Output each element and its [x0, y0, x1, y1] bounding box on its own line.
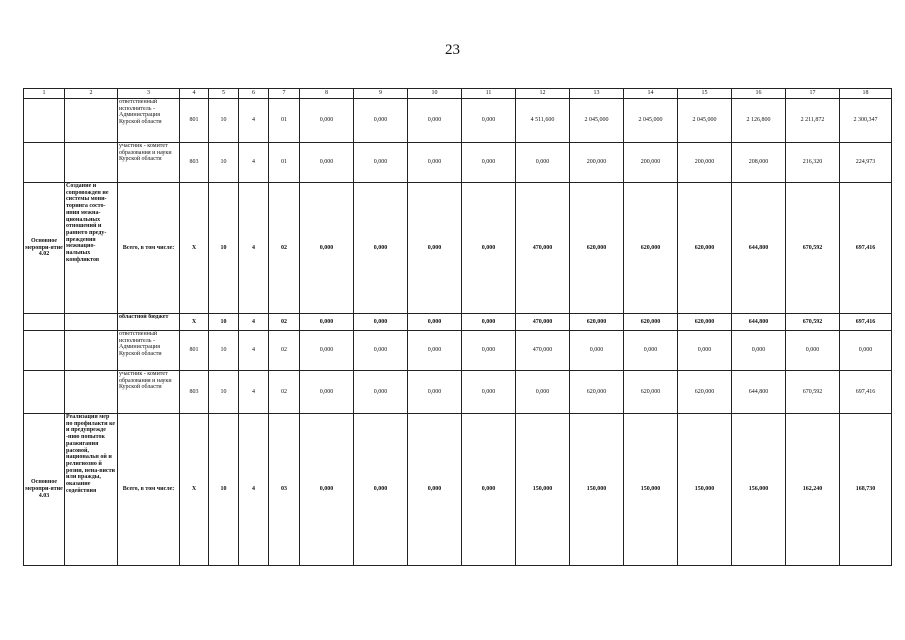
budget-code-cell: 4: [239, 414, 269, 566]
amount-cell: 0,000: [570, 331, 624, 371]
budget-code-cell: 10: [209, 414, 239, 566]
amount-cell: 620,000: [678, 183, 732, 314]
table-row: [24, 183, 892, 314]
budget-code-cell: 4: [239, 99, 269, 143]
amount-cell: 0,000: [354, 99, 408, 143]
amount-cell: 0,000: [408, 99, 462, 143]
amount-cell: 620,000: [678, 371, 732, 414]
amount-cell: 470,000: [516, 314, 570, 331]
table-row: [24, 414, 892, 566]
amount-cell: 0,000: [462, 143, 516, 183]
amount-cell: 0,000: [300, 143, 354, 183]
amount-cell: 0,000: [462, 331, 516, 371]
budget-code-cell: X: [180, 314, 209, 331]
budget-code-cell: 10: [209, 371, 239, 414]
table-row: [24, 314, 892, 331]
amount-cell: 216,320: [786, 143, 840, 183]
amount-cell: 0,000: [408, 414, 462, 566]
column-number-header: 8: [300, 89, 354, 99]
amount-cell: 0,000: [462, 414, 516, 566]
amount-cell: 2 211,872: [786, 99, 840, 143]
amount-cell: 0,000: [408, 331, 462, 371]
budget-code-cell: 4: [239, 143, 269, 183]
budget-code-cell: 803: [180, 371, 209, 414]
budget-code-cell: 02: [269, 371, 300, 414]
amount-cell: 644,800: [732, 314, 786, 331]
page-number: 23: [445, 42, 460, 58]
budget-code-cell: 03: [269, 414, 300, 566]
amount-cell: 0,000: [786, 331, 840, 371]
column-number-header: 12: [516, 89, 570, 99]
funding-source-cell: участник - комитет образования и науки Курской области: [118, 143, 180, 183]
amount-cell: 0,000: [678, 331, 732, 371]
column-number-header: 10: [408, 89, 462, 99]
activity-name-cell: Реализация мер по профилакти ке и предупрежде -нию попыток разжигания расовой, национальн ой и религиозно й розни, нена-висти или вражды, оказание содействия: [65, 414, 118, 566]
column-number-header: 7: [269, 89, 300, 99]
amount-cell: 2 045,000: [570, 99, 624, 143]
amount-cell: 150,000: [624, 414, 678, 566]
funding-source-cell: Всего, в том числе:: [118, 183, 180, 314]
amount-cell: 0,000: [732, 331, 786, 371]
amount-cell: 670,592: [786, 183, 840, 314]
amount-cell: 620,000: [570, 183, 624, 314]
amount-cell: 156,000: [732, 414, 786, 566]
budget-code-cell: 10: [209, 183, 239, 314]
column-number-row: [24, 89, 892, 99]
column-number-header: 2: [65, 89, 118, 99]
amount-cell: 0,000: [462, 314, 516, 331]
table-row: [24, 371, 892, 414]
activity-name-cell: [65, 314, 118, 331]
amount-cell: 620,000: [570, 314, 624, 331]
activity-code-cell: Основное меропри-ятие 4.03: [24, 414, 65, 566]
column-number-header: 17: [786, 89, 840, 99]
amount-cell: 0,000: [300, 183, 354, 314]
amount-cell: 200,000: [678, 143, 732, 183]
amount-cell: 0,000: [300, 331, 354, 371]
table-row: [24, 331, 892, 371]
amount-cell: 470,000: [516, 331, 570, 371]
activity-name-cell: [65, 371, 118, 414]
table-row: [24, 143, 892, 183]
funding-source-cell: областной бюджет: [118, 314, 180, 331]
funding-source-cell: ответственный исполнитель - Администрация Курской области: [118, 99, 180, 143]
budget-code-cell: 02: [269, 183, 300, 314]
budget-code-cell: 10: [209, 99, 239, 143]
amount-cell: 0,000: [462, 99, 516, 143]
budget-code-cell: X: [180, 183, 209, 314]
amount-cell: 620,000: [678, 314, 732, 331]
amount-cell: 0,000: [300, 314, 354, 331]
amount-cell: 200,000: [624, 143, 678, 183]
amount-cell: 0,000: [840, 331, 892, 371]
budget-code-cell: X: [180, 414, 209, 566]
activity-name-cell: Создание и сопровожден ие системы мони-торинга состо-яния межна-циональных отношений и раннего преду-преждения межнацио-нальных конфликтов: [65, 183, 118, 314]
budget-code-cell: 4: [239, 371, 269, 414]
amount-cell: 0,000: [354, 371, 408, 414]
amount-cell: 0,000: [516, 143, 570, 183]
column-number-header: 15: [678, 89, 732, 99]
amount-cell: 697,416: [840, 183, 892, 314]
activity-code-cell: [24, 371, 65, 414]
amount-cell: 0,000: [354, 414, 408, 566]
activity-name-cell: [65, 143, 118, 183]
activity-code-cell: [24, 331, 65, 371]
amount-cell: 670,592: [786, 314, 840, 331]
amount-cell: 2 045,000: [624, 99, 678, 143]
amount-cell: 150,000: [516, 414, 570, 566]
amount-cell: 620,000: [570, 371, 624, 414]
budget-code-cell: 10: [209, 314, 239, 331]
amount-cell: 168,730: [840, 414, 892, 566]
funding-source-cell: участник - комитет образования и науки Курской области: [118, 371, 180, 414]
budget-code-cell: 10: [209, 331, 239, 371]
amount-cell: 697,416: [840, 314, 892, 331]
column-number-header: 9: [354, 89, 408, 99]
amount-cell: 162,240: [786, 414, 840, 566]
budget-code-cell: 4: [239, 183, 269, 314]
amount-cell: 2 300,347: [840, 99, 892, 143]
column-number-header: 13: [570, 89, 624, 99]
amount-cell: 0,000: [516, 371, 570, 414]
budget-code-cell: 01: [269, 99, 300, 143]
column-number-header: 18: [840, 89, 892, 99]
amount-cell: 224,973: [840, 143, 892, 183]
activity-name-cell: [65, 99, 118, 143]
budget-code-cell: 10: [209, 143, 239, 183]
budget-code-cell: 4: [239, 314, 269, 331]
column-number-header: 1: [24, 89, 65, 99]
budget-code-cell: 801: [180, 99, 209, 143]
amount-cell: 0,000: [408, 183, 462, 314]
amount-cell: 0,000: [354, 314, 408, 331]
budget-code-cell: 02: [269, 314, 300, 331]
amount-cell: 2 045,000: [678, 99, 732, 143]
budget-table: [23, 88, 892, 566]
budget-code-cell: 4: [239, 331, 269, 371]
table-row: [24, 99, 892, 143]
column-number-header: 5: [209, 89, 239, 99]
amount-cell: 670,592: [786, 371, 840, 414]
column-number-header: 4: [180, 89, 209, 99]
amount-cell: 2 126,800: [732, 99, 786, 143]
column-number-header: 14: [624, 89, 678, 99]
amount-cell: 150,000: [570, 414, 624, 566]
amount-cell: 0,000: [462, 183, 516, 314]
amount-cell: 644,800: [732, 183, 786, 314]
amount-cell: 620,000: [624, 183, 678, 314]
amount-cell: 0,000: [354, 331, 408, 371]
funding-source-cell: Всего, в том числе:: [118, 414, 180, 566]
activity-code-cell: Основное меропри-ятие 4.02: [24, 183, 65, 314]
budget-code-cell: 01: [269, 143, 300, 183]
column-number-header: 16: [732, 89, 786, 99]
amount-cell: 620,000: [624, 371, 678, 414]
amount-cell: 150,000: [678, 414, 732, 566]
amount-cell: 0,000: [462, 371, 516, 414]
amount-cell: 0,000: [300, 99, 354, 143]
activity-code-cell: [24, 314, 65, 331]
activity-code-cell: [24, 143, 65, 183]
funding-source-cell: ответственный исполнитель - Администрация Курской области: [118, 331, 180, 371]
amount-cell: 620,000: [624, 314, 678, 331]
amount-cell: 0,000: [408, 314, 462, 331]
amount-cell: 0,000: [354, 143, 408, 183]
amount-cell: 697,416: [840, 371, 892, 414]
amount-cell: 4 511,600: [516, 99, 570, 143]
amount-cell: 200,000: [570, 143, 624, 183]
activity-code-cell: [24, 99, 65, 143]
activity-name-cell: [65, 331, 118, 371]
amount-cell: 470,000: [516, 183, 570, 314]
amount-cell: 0,000: [624, 331, 678, 371]
amount-cell: 0,000: [408, 371, 462, 414]
budget-code-cell: 801: [180, 331, 209, 371]
budget-code-cell: 803: [180, 143, 209, 183]
amount-cell: 0,000: [408, 143, 462, 183]
column-number-header: 6: [239, 89, 269, 99]
amount-cell: 644,800: [732, 371, 786, 414]
budget-code-cell: 02: [269, 331, 300, 371]
column-number-header: 11: [462, 89, 516, 99]
amount-cell: 208,000: [732, 143, 786, 183]
amount-cell: 0,000: [300, 414, 354, 566]
amount-cell: 0,000: [354, 183, 408, 314]
column-number-header: 3: [118, 89, 180, 99]
amount-cell: 0,000: [300, 371, 354, 414]
